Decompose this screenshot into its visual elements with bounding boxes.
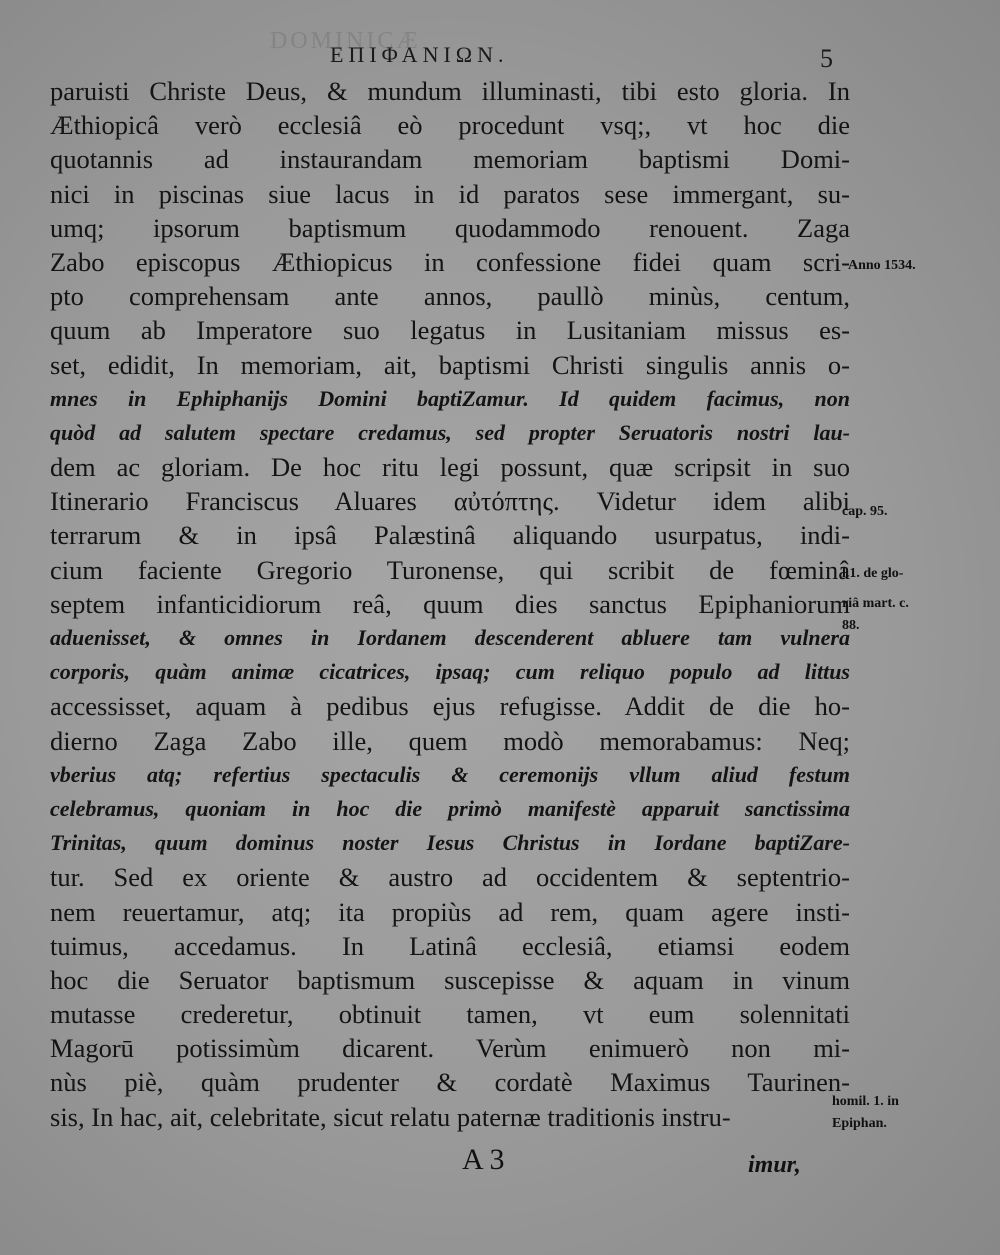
text-line: set, edidit, In memoriam, ait, baptismi Christi singulis annis o- <box>50 349 850 380</box>
text-line-italic: aduenisset, & omnes in Iordanem descenderent abluere tam vulnera <box>50 625 850 650</box>
text-line: nem reuertamur, atq; ita propiùs ad rem, quam agere insti- <box>50 896 850 927</box>
margin-note-reference: riâ mart. c. <box>842 596 909 611</box>
text-line-italic: celebramus, quoniam in hoc die primò manifestè apparuit sanctissima <box>50 795 850 821</box>
text-line: dierno Zaga Zabo ille, quem modò memorabamus: Neq; <box>50 725 850 756</box>
text-line-italic: vberius atq; refertius spectaculis & ceremonijs vllum aliud festum <box>50 761 850 787</box>
text-line: nici in piscinas siue lacus in id paratos sese immergant, su- <box>50 178 850 209</box>
catchword: imur, <box>748 1152 801 1178</box>
text-line: paruisti Christe Deus, & mundum illuminasti, tibi esto gloria. In <box>50 76 850 106</box>
text-line: hoc die Seruator baptismum suscepisse & aquam in vinum <box>50 964 850 995</box>
text-line: tur. Sed ex oriente & austro ad occidentem & septentrio- <box>50 862 850 893</box>
text-line-italic: quòd ad salutem spectare credamus, sed propter Seruatoris nostri lau- <box>50 419 850 445</box>
text-line: umq; ipsorum baptismum quodammodo renouent. Zaga <box>50 212 850 243</box>
text-line: terrarum & in ipsâ Palæstinâ aliquando usurpatus, indi- <box>50 520 850 551</box>
margin-note-reference: l.1. de glo- <box>842 566 904 581</box>
text-line: Itinerario Franciscus Aluares αὐτόπτης. Videtur idem alibi <box>50 486 850 517</box>
show-through-title: DOMINICÆ <box>270 28 421 54</box>
text-line: nùs piè, quàm prudenter & cordatè Maximus Taurinen- <box>50 1067 850 1098</box>
text-line: septem infanticidiorum reâ, quum dies sanctus Epiphaniorum <box>50 588 850 619</box>
text-line-italic: mnes in Ephiphanijs Domini baptiZamur. Id quidem facimus, non <box>50 385 850 411</box>
text-line: dem ac gloriam. De hoc ritu legi possunt, quæ scripsit in suo <box>50 452 850 483</box>
main-text-block <box>50 74 850 1134</box>
text-line: quotannis ad instaurandam memoriam baptismi Domi- <box>50 144 850 175</box>
text-line: tuimus, accedamus. In Latinâ ecclesiâ, etiamsi eodem <box>50 930 850 961</box>
text-line: Magorū potissimùm dicarent. Verùm enimuerò non mi- <box>50 1033 850 1064</box>
text-line-italic: corporis, quàm animæ cicatrices, ipsaq; cum reliquo populo ad littus <box>50 659 850 685</box>
margin-note-chapter: cap. 95. <box>842 504 888 519</box>
text-line: sis, In hac, ait, celebritate, sicut relatu paternæ traditionis instru- <box>50 1101 731 1132</box>
signature-mark: A 3 <box>462 1143 505 1176</box>
margin-note-homily: homil. 1. in <box>832 1094 899 1109</box>
text-line: mutasse crederetur, obtinuit tamen, vt eum solennitati <box>50 999 850 1030</box>
text-line: cium faciente Gregorio Turonense, qui scribit de fœminâ <box>50 554 850 585</box>
running-title: ΕΠΙΦΑΝΙΩΝ. <box>330 42 509 67</box>
margin-note-year: Anno 1534. <box>848 258 916 273</box>
page-number: 5 <box>820 44 833 73</box>
text-line-italic: Trinitas, quum dominus noster Iesus Christus in Iordane baptiZare- <box>50 830 850 856</box>
text-line: pto comprehensam ante annos, paullò minùs, centum, <box>50 281 850 312</box>
text-line: Zabo episcopus Æthiopicus in confessione fidei quam scri- <box>50 246 850 277</box>
text-line: Æthiopicâ verò ecclesiâ eò procedunt vsq;, vt hoc die <box>50 110 850 141</box>
margin-note-homily: Epiphan. <box>832 1116 887 1131</box>
text-line: accessisset, aquam à pedibus ejus refugisse. Addit de die ho- <box>50 691 850 722</box>
margin-note-reference: 88. <box>842 618 860 633</box>
text-line: quum ab Imperatore suo legatus in Lusitaniam missus es- <box>50 315 850 346</box>
